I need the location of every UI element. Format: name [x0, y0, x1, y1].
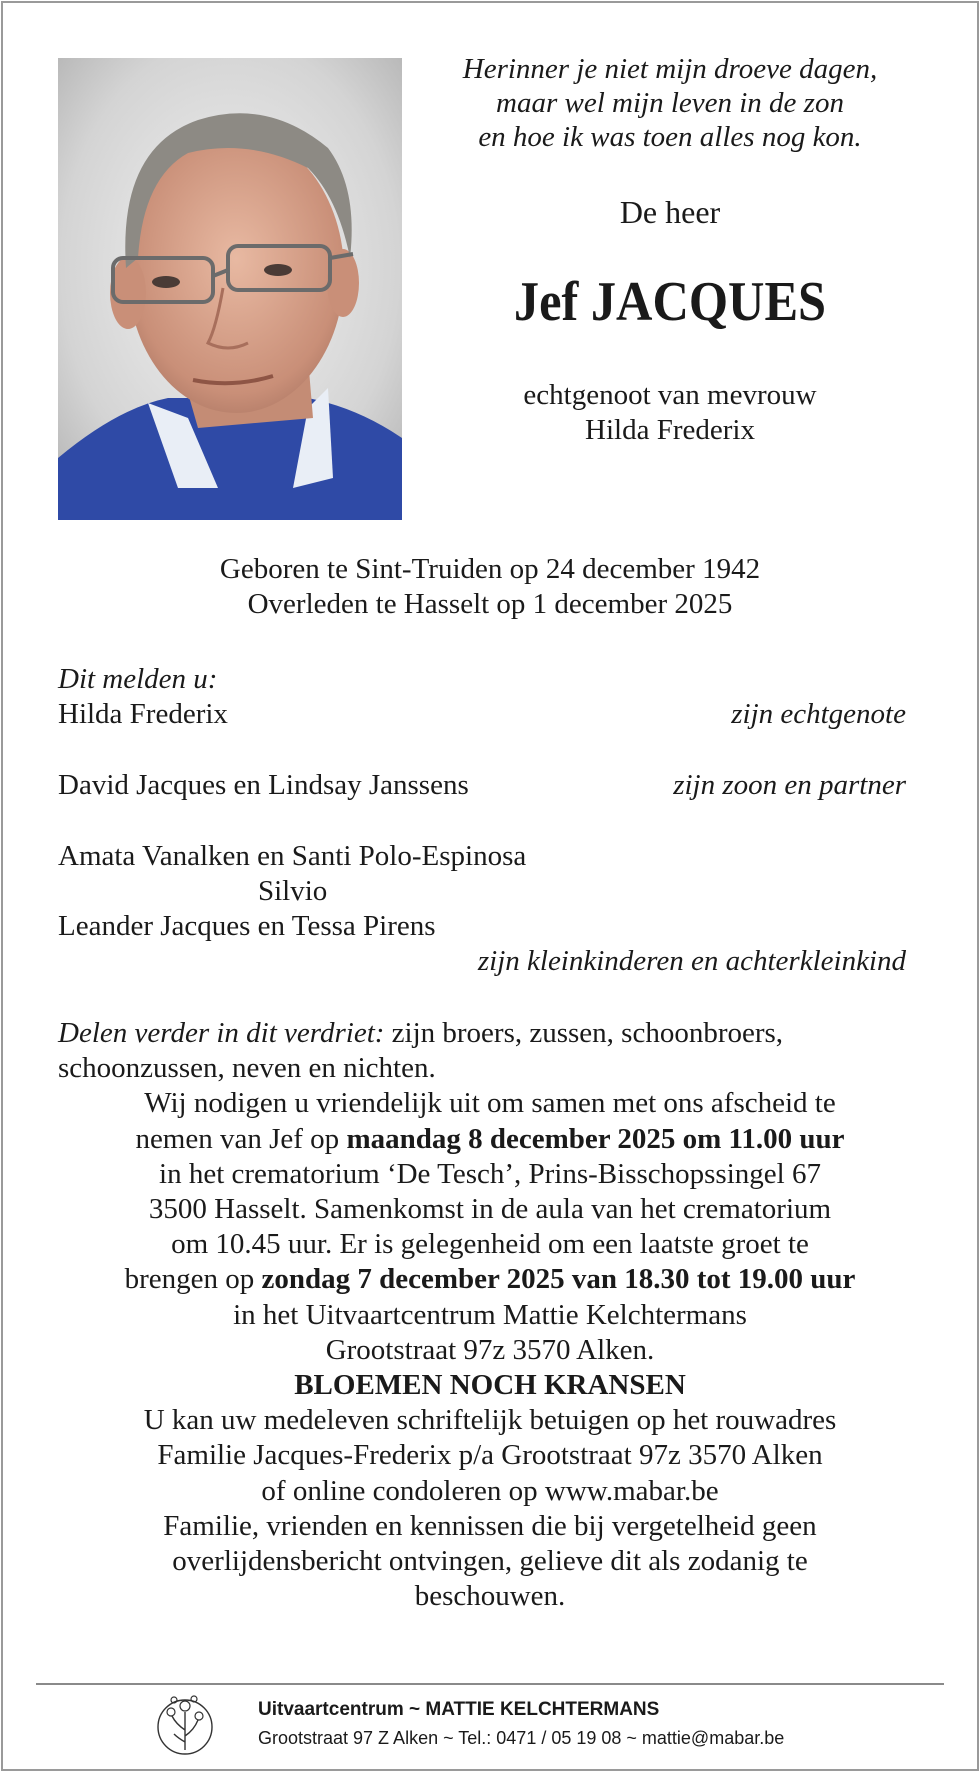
spouse-info [420, 378, 920, 448]
relative-name: Amata Vanalken en Santi Polo-Espinosa [58, 840, 527, 872]
relative-role: zijn zoon en partner [673, 769, 906, 801]
details-line [58, 1122, 922, 1157]
relative-role: zijn kleinkinderen en achterkleinkind [477, 945, 906, 977]
flower-logo-icon [154, 1690, 216, 1756]
funeral-details [58, 1016, 922, 1614]
relative-name: Leander Jacques en Tessa Pirens [58, 910, 436, 942]
share-line [58, 1016, 922, 1051]
spouse-line: echtgenoot van mevrouw [523, 379, 817, 411]
poem-line: maar wel mijn leven in de zon [496, 87, 844, 119]
relative-name: David Jacques en Lindsay Janssens [58, 769, 469, 801]
memorial-poem [420, 52, 920, 154]
details-line: overlijdensbericht ontvingen, gelieve dit als zodanig te [172, 1545, 808, 1578]
relative-name: Silvio [258, 875, 328, 907]
deceased-name: Jef JACQUES [513, 271, 827, 333]
relative-role: zijn echtgenote [731, 698, 906, 730]
details-line: om 10.45 uur. Er is gelegenheid om een laatste groet te [171, 1228, 809, 1261]
relative-row [58, 697, 906, 732]
footer-divider [36, 1683, 944, 1685]
details-line: of online condoleren op www.mabar.be [261, 1474, 719, 1507]
details-line: U kan uw medeleven schriftelijk betuigen op het rouwadres [143, 1404, 837, 1437]
details-line: in het Uitvaartcentrum Mattie Kelchtermans [233, 1298, 747, 1331]
funeral-home-contact: Grootstraat 97 Z Alken ~ Tel.: 0471 / 05 19 08 ~ mattie@mabar.be [258, 1728, 785, 1748]
no-flowers-notice: BLOEMEN NOCH KRANSEN [294, 1369, 686, 1402]
relative-name: Hilda Frederix [58, 698, 228, 730]
life-dates [58, 552, 922, 622]
birth-line: Geboren te Sint-Truiden op 24 december 1942 [219, 553, 761, 585]
poem-line: en hoe ik was toen alles nog kon. [478, 121, 862, 153]
share-text: zijn broers, zussen, schoonbroers, [384, 1017, 784, 1049]
poem-line: Herinner je niet mijn droeve dagen, [462, 53, 878, 85]
details-line: in het crematorium ‘De Tesch’, Prins-Bisschopssingel 67 [159, 1157, 821, 1190]
relative-row [58, 768, 906, 803]
details-line: beschouwen. [414, 1580, 566, 1613]
relatives-list [58, 662, 906, 979]
details-line: Familie, vrienden en kennissen die bij vergetelheid geen [163, 1509, 817, 1542]
details-line [58, 1262, 922, 1297]
ceremony-date: maandag 8 december 2025 om 11.00 uur [346, 1122, 845, 1155]
visitation-date: zondag 7 december 2025 van 18.30 tot 19.00 uur [261, 1263, 856, 1296]
portrait-photo [58, 58, 402, 520]
relatives-intro: Dit melden u: [58, 663, 218, 695]
details-text: brengen op [124, 1263, 262, 1296]
details-line: Familie Jacques-Frederix p/a Grootstraat 97z 3570 Alken [157, 1439, 823, 1472]
funeral-home-name: Uitvaartcentrum ~ MATTIE KELCHTERMANS [258, 1699, 660, 1720]
share-label: Delen verder in dit verdriet: [58, 1017, 385, 1049]
funeral-home-footer [258, 1696, 938, 1752]
honorific: De heer [619, 194, 721, 230]
details-line: Grootstraat 97z 3570 Alken. [325, 1333, 655, 1366]
relative-row [58, 944, 906, 979]
details-text: nemen van Jef op [135, 1122, 347, 1155]
spouse-line: Hilda Frederix [585, 414, 755, 446]
details-line: 3500 Hasselt. Samenkomst in de aula van het crematorium [148, 1193, 832, 1226]
share-text-2: schoonzussen, neven en nichten. [58, 1052, 436, 1085]
death-line: Overleden te Hasselt op 1 december 2025 [247, 588, 733, 620]
details-line: Wij nodigen u vriendelijk uit om samen met ons afscheid te [144, 1087, 836, 1120]
